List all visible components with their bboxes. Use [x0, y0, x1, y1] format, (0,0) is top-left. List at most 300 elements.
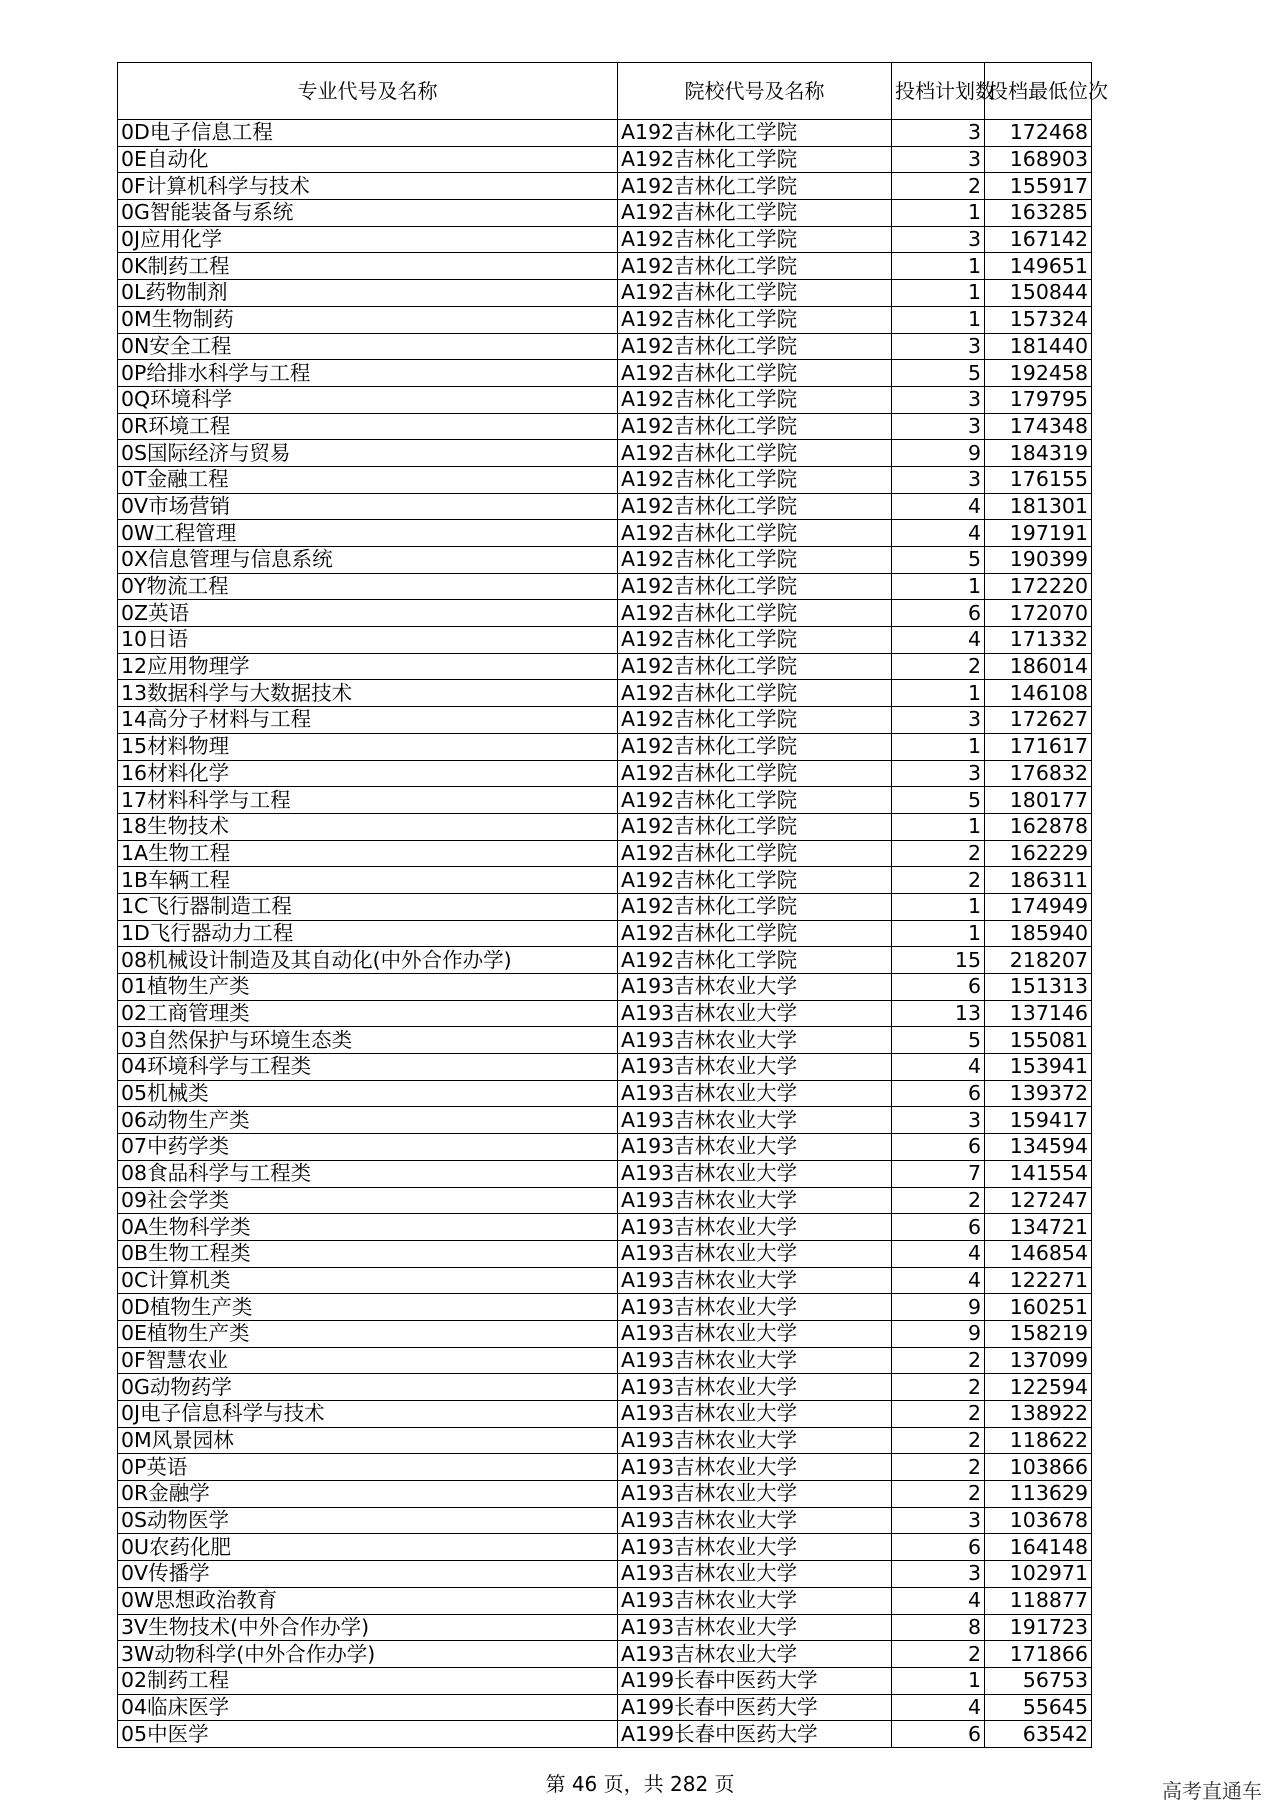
table-body [118, 120, 1092, 1748]
major-cell: 1A生物工程 [118, 840, 618, 867]
plan-cell: 6 [892, 974, 985, 1001]
table-row [118, 226, 1092, 253]
school-cell: A193吉林农业大学 [618, 1267, 892, 1294]
plan-cell: 3 [892, 120, 985, 147]
school-cell: A193吉林农业大学 [618, 1240, 892, 1267]
plan-cell: 1 [892, 253, 985, 280]
major-cell: 18生物技术 [118, 813, 618, 840]
table-row [118, 1000, 1092, 1027]
rank-cell: 150844 [985, 280, 1092, 307]
plan-cell: 1 [892, 680, 985, 707]
table-row [118, 1160, 1092, 1187]
rank-cell: 186014 [985, 653, 1092, 680]
table-row [118, 120, 1092, 147]
major-cell: 08机械设计制造及其自动化(中外合作办学) [118, 947, 618, 974]
major-cell: 0M生物制药 [118, 306, 618, 333]
table-row [118, 1320, 1092, 1347]
school-cell: A193吉林农业大学 [618, 1107, 892, 1134]
table-row [118, 813, 1092, 840]
major-cell: 0P给排水科学与工程 [118, 360, 618, 387]
table-row [118, 707, 1092, 734]
major-cell: 04临床医学 [118, 1694, 618, 1721]
rank-cell: 163285 [985, 200, 1092, 227]
major-cell: 0X信息管理与信息系统 [118, 547, 618, 574]
rank-cell: 191723 [985, 1614, 1092, 1641]
rank-cell: 174949 [985, 893, 1092, 920]
major-cell: 0F计算机科学与技术 [118, 173, 618, 200]
school-cell: A192吉林化工学院 [618, 280, 892, 307]
table-row [118, 787, 1092, 814]
rank-cell: 167142 [985, 226, 1092, 253]
school-cell: A192吉林化工学院 [618, 413, 892, 440]
rank-cell: 138922 [985, 1401, 1092, 1428]
rank-cell: 176155 [985, 466, 1092, 493]
plan-cell: 4 [892, 520, 985, 547]
plan-cell: 3 [892, 707, 985, 734]
rank-cell: 155917 [985, 173, 1092, 200]
plan-cell: 6 [892, 1134, 985, 1161]
table-row [118, 1134, 1092, 1161]
plan-cell: 1 [892, 200, 985, 227]
major-cell: 10日语 [118, 627, 618, 654]
rank-cell: 171332 [985, 627, 1092, 654]
school-cell: A193吉林农业大学 [618, 1294, 892, 1321]
major-cell: 0P英语 [118, 1454, 618, 1481]
plan-cell: 6 [892, 1214, 985, 1241]
major-cell: 16材料化学 [118, 760, 618, 787]
table-row [118, 1187, 1092, 1214]
plan-cell: 1 [892, 893, 985, 920]
major-cell: 02制药工程 [118, 1667, 618, 1694]
school-cell: A192吉林化工学院 [618, 627, 892, 654]
major-cell: 14高分子材料与工程 [118, 707, 618, 734]
major-cell: 15材料物理 [118, 733, 618, 760]
plan-cell: 15 [892, 947, 985, 974]
school-cell: A192吉林化工学院 [618, 520, 892, 547]
rank-cell: 162878 [985, 813, 1092, 840]
table-row [118, 1454, 1092, 1481]
plan-cell: 2 [892, 867, 985, 894]
rank-cell: 184319 [985, 440, 1092, 467]
school-cell: A199长春中医药大学 [618, 1667, 892, 1694]
major-cell: 05机械类 [118, 1080, 618, 1107]
plan-cell: 3 [892, 1507, 985, 1534]
rank-cell: 149651 [985, 253, 1092, 280]
school-cell: A193吉林农业大学 [618, 1614, 892, 1641]
school-cell: A199长春中医药大学 [618, 1721, 892, 1748]
plan-cell: 9 [892, 1294, 985, 1321]
table-row [118, 1080, 1092, 1107]
header-major: 专业代号及名称 [118, 63, 618, 120]
major-cell: 0F智慧农业 [118, 1347, 618, 1374]
major-cell: 0M风景园林 [118, 1427, 618, 1454]
plan-cell: 3 [892, 1107, 985, 1134]
table-row [118, 1507, 1092, 1534]
school-cell: A192吉林化工学院 [618, 253, 892, 280]
plan-cell: 1 [892, 813, 985, 840]
plan-cell: 3 [892, 333, 985, 360]
major-cell: 0J电子信息科学与技术 [118, 1401, 618, 1428]
school-cell: A193吉林农业大学 [618, 1481, 892, 1508]
table-row [118, 1054, 1092, 1081]
plan-cell: 4 [892, 1694, 985, 1721]
table-row [118, 733, 1092, 760]
plan-cell: 7 [892, 1160, 985, 1187]
major-cell: 0D电子信息工程 [118, 120, 618, 147]
major-cell: 0E自动化 [118, 146, 618, 173]
rank-cell: 56753 [985, 1667, 1092, 1694]
major-cell: 0V传播学 [118, 1561, 618, 1588]
school-cell: A192吉林化工学院 [618, 867, 892, 894]
table-row [118, 333, 1092, 360]
school-cell: A192吉林化工学院 [618, 707, 892, 734]
plan-cell: 1 [892, 733, 985, 760]
table-row [118, 280, 1092, 307]
table-row [118, 466, 1092, 493]
major-cell: 0Z英语 [118, 600, 618, 627]
school-cell: A192吉林化工学院 [618, 386, 892, 413]
school-cell: A193吉林农业大学 [618, 1214, 892, 1241]
rank-cell: 179795 [985, 386, 1092, 413]
plan-cell: 5 [892, 360, 985, 387]
school-cell: A193吉林农业大学 [618, 1027, 892, 1054]
table-row [118, 573, 1092, 600]
plan-cell: 2 [892, 1401, 985, 1428]
school-cell: A192吉林化工学院 [618, 306, 892, 333]
plan-cell: 4 [892, 493, 985, 520]
rank-cell: 172468 [985, 120, 1092, 147]
plan-cell: 2 [892, 1641, 985, 1668]
major-cell: 0Y物流工程 [118, 573, 618, 600]
school-cell: A193吉林农业大学 [618, 1054, 892, 1081]
rank-cell: 155081 [985, 1027, 1092, 1054]
major-cell: 0G智能装备与系统 [118, 200, 618, 227]
rank-cell: 172070 [985, 600, 1092, 627]
rank-cell: 158219 [985, 1320, 1092, 1347]
school-cell: A192吉林化工学院 [618, 813, 892, 840]
school-cell: A193吉林农业大学 [618, 1641, 892, 1668]
table-row [118, 413, 1092, 440]
table-row [118, 1721, 1092, 1748]
major-cell: 0W工程管理 [118, 520, 618, 547]
rank-cell: 190399 [985, 547, 1092, 574]
table-row [118, 520, 1092, 547]
school-cell: A192吉林化工学院 [618, 840, 892, 867]
major-cell: 06动物生产类 [118, 1107, 618, 1134]
table-row [118, 760, 1092, 787]
rank-cell: 171866 [985, 1641, 1092, 1668]
major-cell: 03自然保护与环境生态类 [118, 1027, 618, 1054]
plan-cell: 2 [892, 653, 985, 680]
plan-cell: 4 [892, 1240, 985, 1267]
plan-cell: 3 [892, 466, 985, 493]
plan-cell: 6 [892, 1080, 985, 1107]
plan-cell: 2 [892, 1481, 985, 1508]
major-cell: 0S动物医学 [118, 1507, 618, 1534]
plan-cell: 2 [892, 1347, 985, 1374]
plan-cell: 1 [892, 306, 985, 333]
rank-cell: 186311 [985, 867, 1092, 894]
rank-cell: 141554 [985, 1160, 1092, 1187]
table-row [118, 1694, 1092, 1721]
rank-cell: 185940 [985, 920, 1092, 947]
plan-cell: 4 [892, 627, 985, 654]
table-row [118, 547, 1092, 574]
rank-cell: 102971 [985, 1561, 1092, 1588]
plan-cell: 5 [892, 1027, 985, 1054]
major-cell: 1D飞行器动力工程 [118, 920, 618, 947]
school-cell: A192吉林化工学院 [618, 466, 892, 493]
table-row [118, 173, 1092, 200]
major-cell: 0R金融学 [118, 1481, 618, 1508]
plan-cell: 2 [892, 1427, 985, 1454]
rank-cell: 160251 [985, 1294, 1092, 1321]
plan-cell: 9 [892, 1320, 985, 1347]
major-cell: 3V生物技术(中外合作办学) [118, 1614, 618, 1641]
major-cell: 13数据科学与大数据技术 [118, 680, 618, 707]
rank-cell: 146108 [985, 680, 1092, 707]
school-cell: A193吉林农业大学 [618, 974, 892, 1001]
school-cell: A193吉林农业大学 [618, 1347, 892, 1374]
major-cell: 3W动物科学(中外合作办学) [118, 1641, 618, 1668]
major-cell: 0D植物生产类 [118, 1294, 618, 1321]
school-cell: A193吉林农业大学 [618, 1427, 892, 1454]
table-row [118, 1641, 1092, 1668]
school-cell: A193吉林农业大学 [618, 1160, 892, 1187]
major-cell: 1B车辆工程 [118, 867, 618, 894]
plan-cell: 2 [892, 840, 985, 867]
school-cell: A192吉林化工学院 [618, 146, 892, 173]
school-cell: A192吉林化工学院 [618, 573, 892, 600]
rank-cell: 159417 [985, 1107, 1092, 1134]
school-cell: A193吉林农业大学 [618, 1000, 892, 1027]
rank-cell: 151313 [985, 974, 1092, 1001]
major-cell: 02工商管理类 [118, 1000, 618, 1027]
page-footer: 第 46 页，共 282 页 [545, 1772, 735, 1796]
plan-cell: 1 [892, 280, 985, 307]
major-cell: 0V市场营销 [118, 493, 618, 520]
major-cell: 1C飞行器制造工程 [118, 893, 618, 920]
table-row [118, 1294, 1092, 1321]
school-cell: A192吉林化工学院 [618, 226, 892, 253]
school-cell: A192吉林化工学院 [618, 547, 892, 574]
school-cell: A192吉林化工学院 [618, 680, 892, 707]
rank-cell: 63542 [985, 1721, 1092, 1748]
table-row [118, 1267, 1092, 1294]
school-cell: A192吉林化工学院 [618, 173, 892, 200]
school-cell: A192吉林化工学院 [618, 760, 892, 787]
school-cell: A192吉林化工学院 [618, 947, 892, 974]
major-cell: 05中医学 [118, 1721, 618, 1748]
school-cell: A192吉林化工学院 [618, 787, 892, 814]
rank-cell: 162229 [985, 840, 1092, 867]
rank-cell: 192458 [985, 360, 1092, 387]
major-cell: 0Q环境科学 [118, 386, 618, 413]
table-row [118, 1667, 1092, 1694]
table-row [118, 1107, 1092, 1134]
table-row [118, 1347, 1092, 1374]
plan-cell: 2 [892, 1187, 985, 1214]
school-cell: A193吉林农业大学 [618, 1320, 892, 1347]
major-cell: 04环境科学与工程类 [118, 1054, 618, 1081]
rank-cell: 137099 [985, 1347, 1092, 1374]
school-cell: A193吉林农业大学 [618, 1561, 892, 1588]
major-cell: 0E植物生产类 [118, 1320, 618, 1347]
plan-cell: 4 [892, 1054, 985, 1081]
rank-cell: 122594 [985, 1374, 1092, 1401]
table-row [118, 1027, 1092, 1054]
plan-cell: 5 [892, 787, 985, 814]
major-cell: 0G动物药学 [118, 1374, 618, 1401]
table-row [118, 1481, 1092, 1508]
plan-cell: 3 [892, 760, 985, 787]
rank-cell: 139372 [985, 1080, 1092, 1107]
rank-cell: 180177 [985, 787, 1092, 814]
table-row [118, 386, 1092, 413]
plan-cell: 2 [892, 1374, 985, 1401]
plan-cell: 1 [892, 573, 985, 600]
plan-cell: 13 [892, 1000, 985, 1027]
table-row [118, 1214, 1092, 1241]
rank-cell: 55645 [985, 1694, 1092, 1721]
school-cell: A192吉林化工学院 [618, 333, 892, 360]
rank-cell: 218207 [985, 947, 1092, 974]
plan-cell: 4 [892, 1267, 985, 1294]
table-row [118, 840, 1092, 867]
table-header-row [118, 63, 1092, 120]
plan-cell: 6 [892, 1534, 985, 1561]
table-row [118, 680, 1092, 707]
rank-cell: 157324 [985, 306, 1092, 333]
table-row [118, 306, 1092, 333]
rank-cell: 134721 [985, 1214, 1092, 1241]
table-row [118, 1374, 1092, 1401]
rank-cell: 127247 [985, 1187, 1092, 1214]
major-cell: 0K制药工程 [118, 253, 618, 280]
table-row [118, 974, 1092, 1001]
school-cell: A193吉林农业大学 [618, 1454, 892, 1481]
major-cell: 07中药学类 [118, 1134, 618, 1161]
major-cell: 0W思想政治教育 [118, 1587, 618, 1614]
school-cell: A193吉林农业大学 [618, 1187, 892, 1214]
school-cell: A192吉林化工学院 [618, 200, 892, 227]
rank-cell: 168903 [985, 146, 1092, 173]
rank-cell: 122271 [985, 1267, 1092, 1294]
table-row [118, 893, 1092, 920]
major-cell: 17材料科学与工程 [118, 787, 618, 814]
plan-cell: 3 [892, 386, 985, 413]
plan-cell: 5 [892, 547, 985, 574]
header-plan: 投档计划数 [892, 63, 985, 120]
table-row [118, 1561, 1092, 1588]
rank-cell: 146854 [985, 1240, 1092, 1267]
school-cell: A199长春中医药大学 [618, 1694, 892, 1721]
header-rank: 投档最低位次 [985, 63, 1092, 120]
table-row [118, 253, 1092, 280]
table-row [118, 146, 1092, 173]
rank-cell: 172627 [985, 707, 1092, 734]
plan-cell: 8 [892, 1614, 985, 1641]
rank-cell: 181301 [985, 493, 1092, 520]
major-cell: 0R环境工程 [118, 413, 618, 440]
plan-cell: 3 [892, 1561, 985, 1588]
school-cell: A193吉林农业大学 [618, 1080, 892, 1107]
rank-cell: 153941 [985, 1054, 1092, 1081]
plan-cell: 4 [892, 1587, 985, 1614]
school-cell: A192吉林化工学院 [618, 360, 892, 387]
plan-cell: 9 [892, 440, 985, 467]
rank-cell: 172220 [985, 573, 1092, 600]
school-cell: A193吉林农业大学 [618, 1374, 892, 1401]
major-cell: 01植物生产类 [118, 974, 618, 1001]
school-cell: A192吉林化工学院 [618, 493, 892, 520]
school-cell: A192吉林化工学院 [618, 893, 892, 920]
rank-cell: 103678 [985, 1507, 1092, 1534]
rank-cell: 164148 [985, 1534, 1092, 1561]
table-row [118, 200, 1092, 227]
table-row [118, 1240, 1092, 1267]
rank-cell: 181440 [985, 333, 1092, 360]
school-cell: A192吉林化工学院 [618, 120, 892, 147]
table-row [118, 360, 1092, 387]
plan-cell: 3 [892, 226, 985, 253]
major-cell: 0T金融工程 [118, 466, 618, 493]
major-cell: 08食品科学与工程类 [118, 1160, 618, 1187]
admission-table [117, 62, 1108, 1748]
header-school: 院校代号及名称 [618, 63, 892, 120]
school-cell: A192吉林化工学院 [618, 600, 892, 627]
table-row [118, 920, 1092, 947]
school-cell: A193吉林农业大学 [618, 1134, 892, 1161]
major-cell: 0S国际经济与贸易 [118, 440, 618, 467]
major-cell: 0L药物制剂 [118, 280, 618, 307]
rank-cell: 176832 [985, 760, 1092, 787]
table-row [118, 867, 1092, 894]
table-row [118, 627, 1092, 654]
rank-cell: 137146 [985, 1000, 1092, 1027]
school-cell: A193吉林农业大学 [618, 1587, 892, 1614]
school-cell: A192吉林化工学院 [618, 733, 892, 760]
plan-cell: 6 [892, 600, 985, 627]
rank-cell: 171617 [985, 733, 1092, 760]
rank-cell: 134594 [985, 1134, 1092, 1161]
school-cell: A193吉林农业大学 [618, 1534, 892, 1561]
plan-cell: 1 [892, 1667, 985, 1694]
rank-cell: 118622 [985, 1427, 1092, 1454]
school-cell: A192吉林化工学院 [618, 440, 892, 467]
plan-cell: 3 [892, 146, 985, 173]
table-row [118, 653, 1092, 680]
school-cell: A192吉林化工学院 [618, 653, 892, 680]
major-cell: 0N安全工程 [118, 333, 618, 360]
table-row [118, 1614, 1092, 1641]
table-row [118, 600, 1092, 627]
school-cell: A193吉林农业大学 [618, 1401, 892, 1428]
major-cell: 0A生物科学类 [118, 1214, 618, 1241]
plan-cell: 2 [892, 173, 985, 200]
plan-cell: 2 [892, 1454, 985, 1481]
table-row [118, 1587, 1092, 1614]
plan-cell: 3 [892, 413, 985, 440]
rank-cell: 103866 [985, 1454, 1092, 1481]
school-cell: A193吉林农业大学 [618, 1507, 892, 1534]
major-cell: 12应用物理学 [118, 653, 618, 680]
major-cell: 09社会学类 [118, 1187, 618, 1214]
plan-cell: 6 [892, 1721, 985, 1748]
table-row [118, 493, 1092, 520]
table-row [118, 440, 1092, 467]
major-cell: 0U农药化肥 [118, 1534, 618, 1561]
